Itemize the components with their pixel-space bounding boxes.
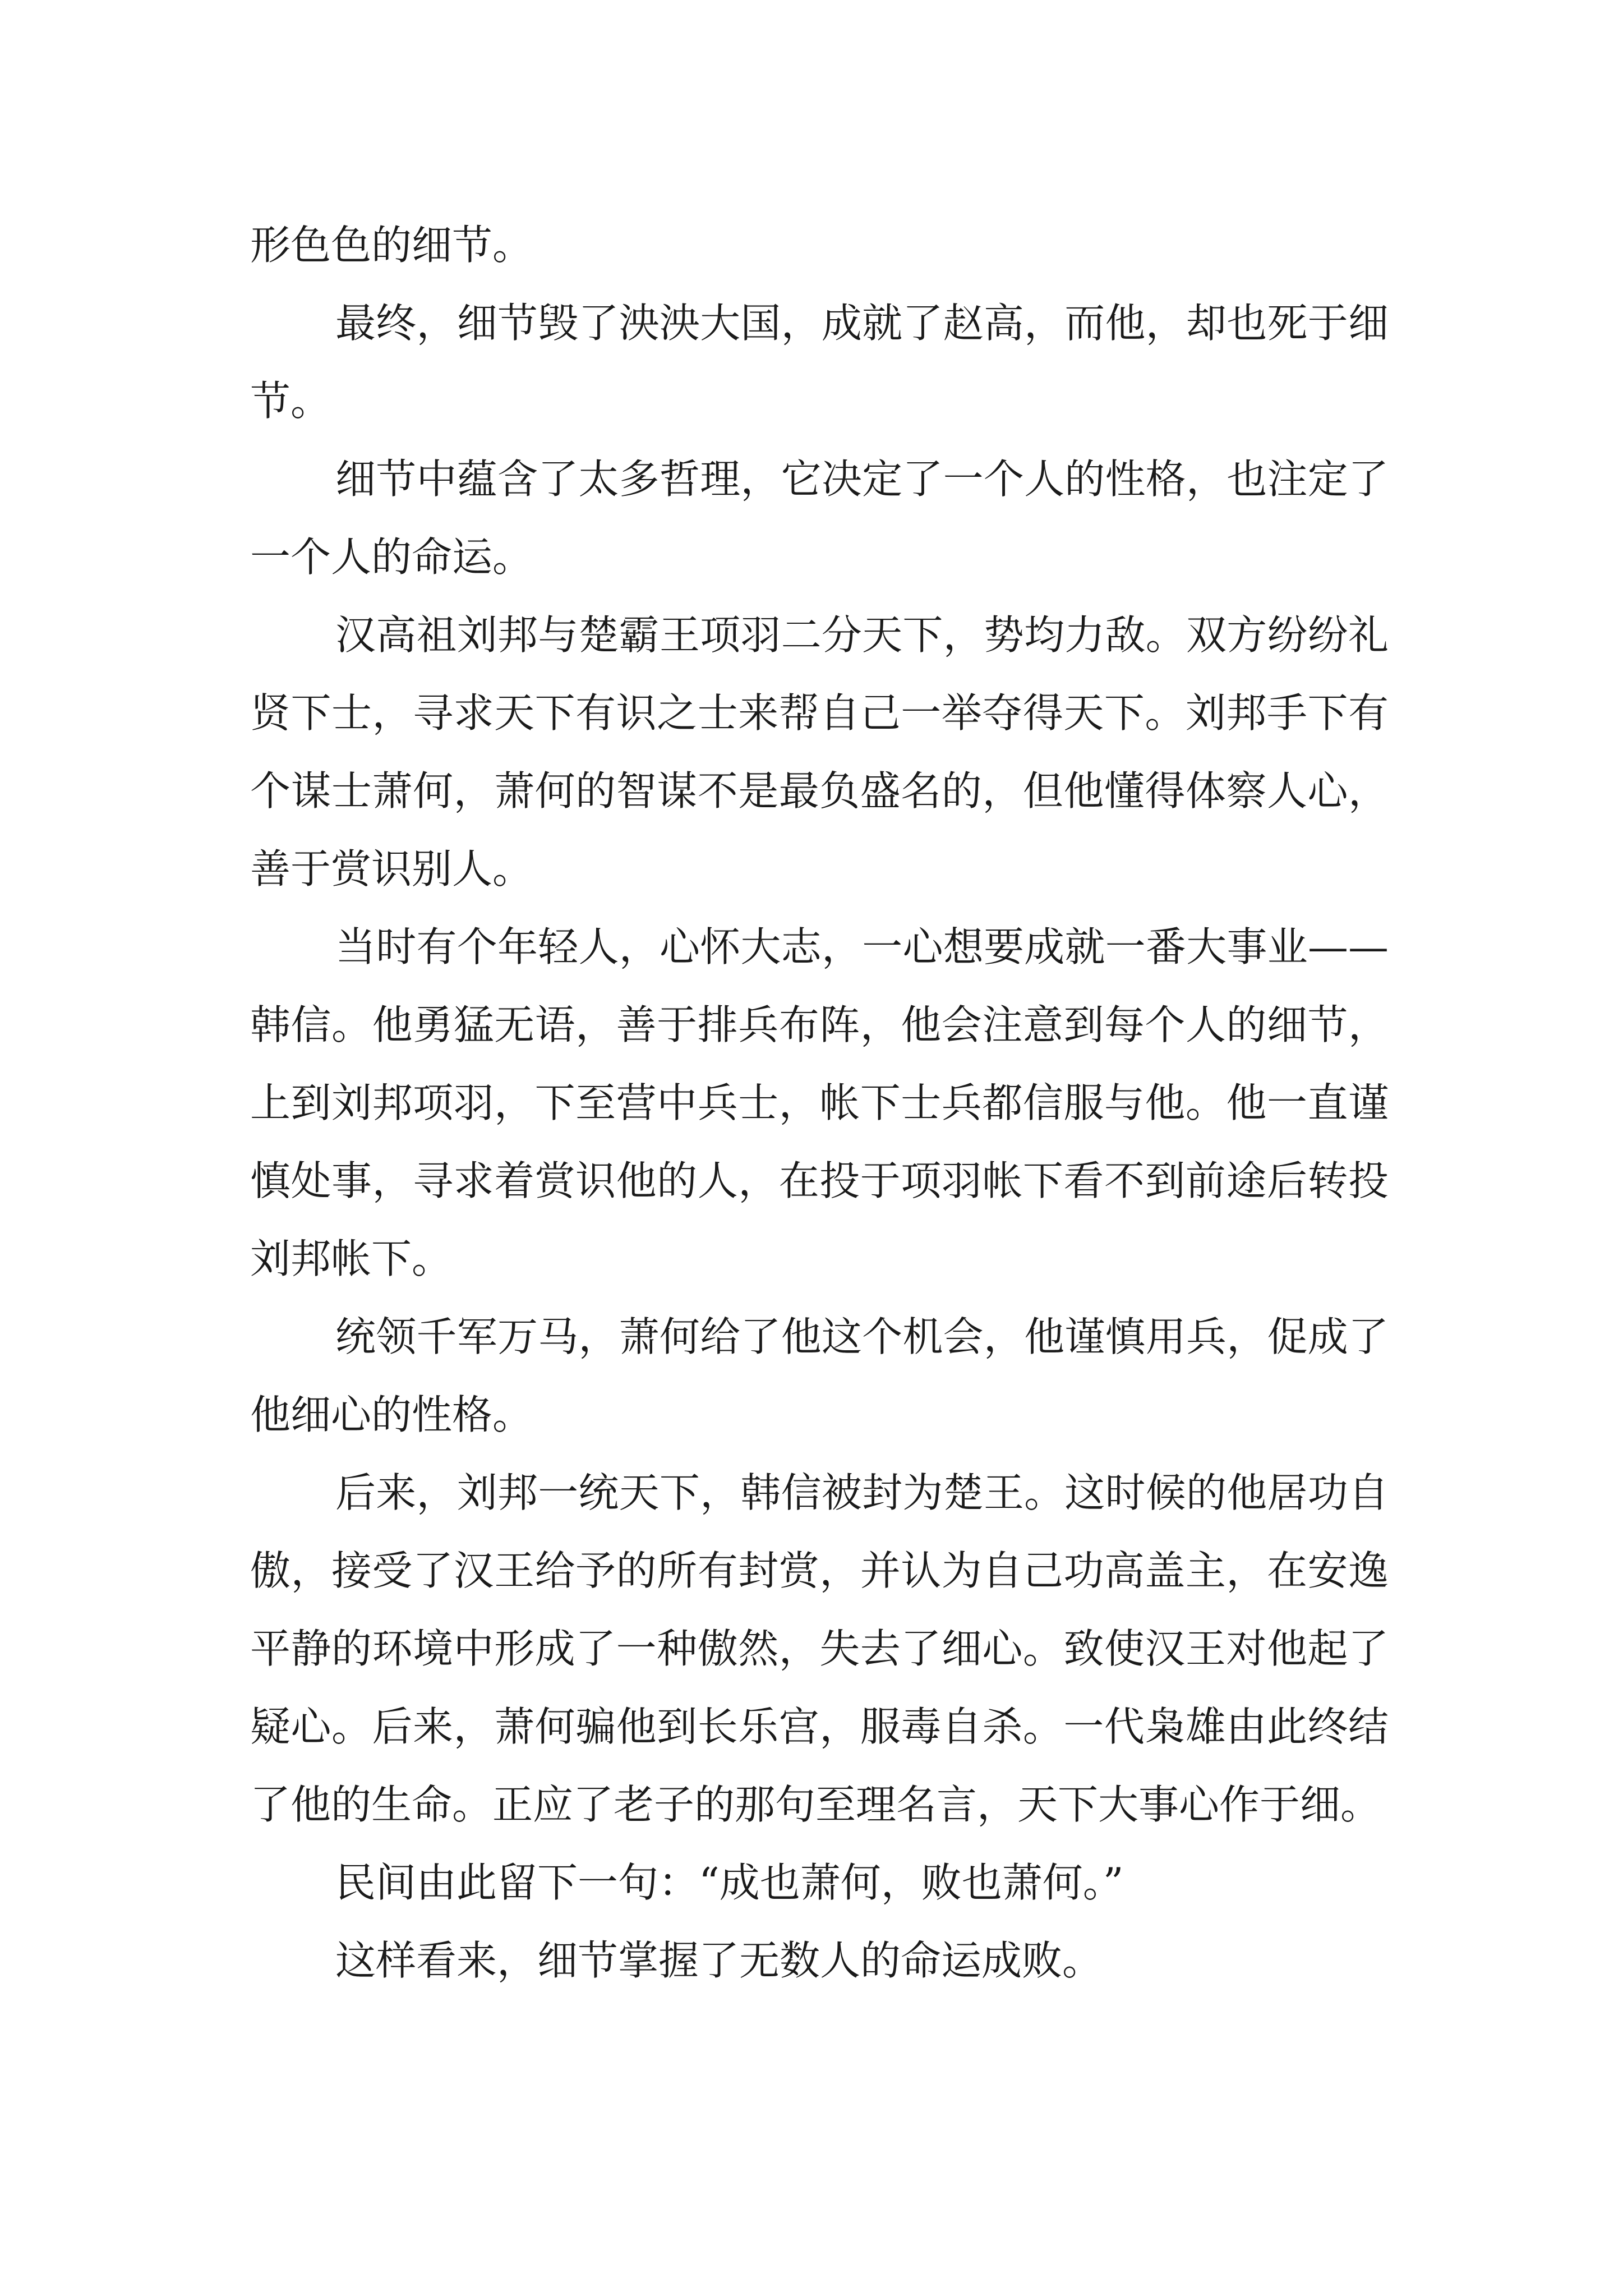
body-text xyxy=(250,206,1389,2000)
paragraph-2: 最终，细节毁了泱泱大国，成就了赵高，而他，却也死于细节。 xyxy=(250,300,1389,425)
paragraph-6: 统领千军万马，萧何给了他这个机会，他谨慎用兵，促成了他细心的性格。 xyxy=(250,1313,1389,1438)
paragraph-3: 细节中蕴含了太多哲理，它决定了一个人的性格，也注定了一个人的命运。 xyxy=(250,455,1389,581)
paragraph-5: 当时有个年轻人，心怀大志，一心想要成就一番大事业——韩信。他勇猛无语，善于排兵布阵，他会注意到每个人的细节，上到刘邦项羽，下至营中兵士，帐下士兵都信服与他。他一直谨慎处事，寻求着赏识他的人，在投于项羽帐下看不到前途后转投刘邦帐下。 xyxy=(250,923,1389,1282)
paragraph-9: 这样看来，细节掌握了无数人的命运成败。 xyxy=(335,1937,1103,1984)
paragraph-1: 形色色的细节。 xyxy=(250,222,533,269)
paragraph-4: 汉高祖刘邦与楚霸王项羽二分天下，势均力敌。双方纷纷礼贤下士，寻求天下有识之士来帮自己一举夺得天下。刘邦手下有个谋士萧何，萧何的智谋不是最负盛名的，但他懂得体察人心，善于赏识别人。 xyxy=(250,611,1389,892)
paragraph-8: 民间由此留下一句：“成也萧何，败也萧何。” xyxy=(335,1859,1124,1906)
paragraph-7: 后来，刘邦一统天下，韩信被封为楚王。这时候的他居功自傲，接受了汉王给予的所有封赏，并认为自己功高盖主，在安逸平静的环境中形成了一种傲然，失去了细心。致使汉王对他起了疑心。后来，萧何骗他到长乐宫，服毒自杀。一代枭雄由此终结了他的生命。正应了老子的那句至理名言，天下大事心作于细。 xyxy=(250,1469,1389,1828)
